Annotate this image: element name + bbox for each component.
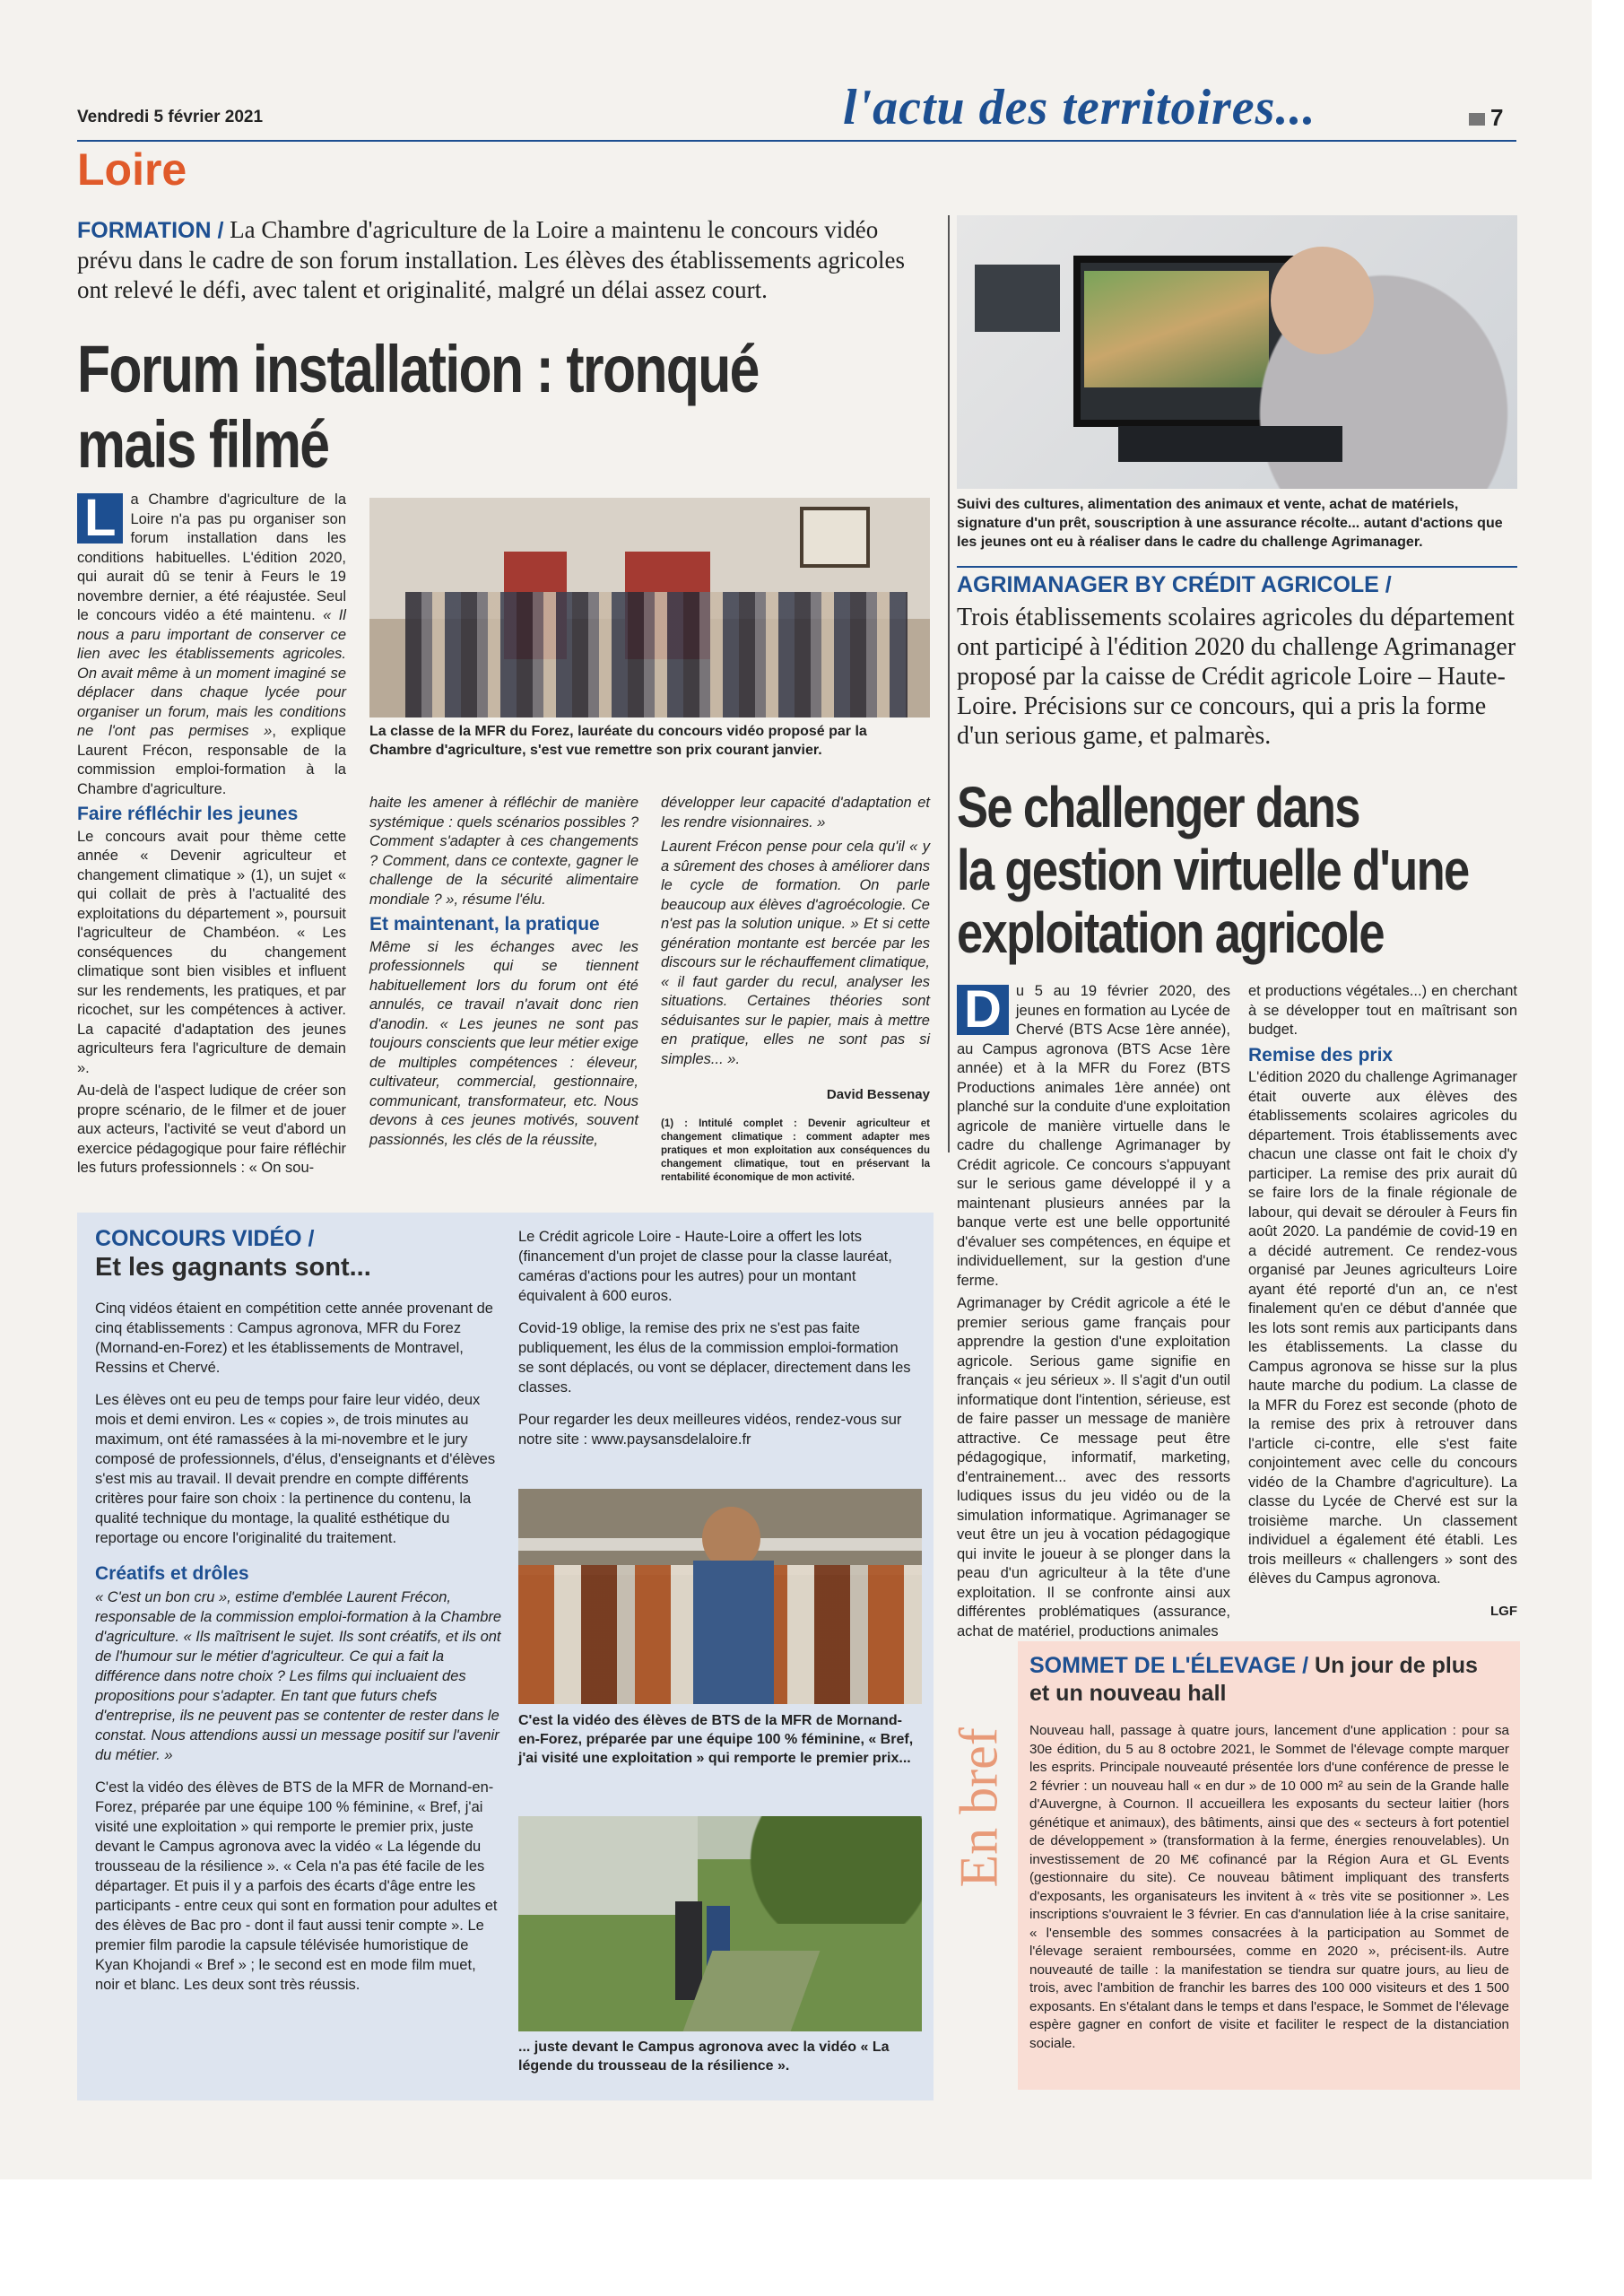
article2-deck: Trois établissements scolaires agricoles du département ont participé à l'édition 2020 du challenge Agrimanager proposé par la caisse de Crédit agricole Loire – Haute-Loire. Précisions sur ce concours, qui a pris la forme d'un serious game, et palmarès. (957, 604, 1516, 750)
concours-caption-2: ... juste devant le Campus agronova avec la vidéo « La légende du trousseau de la résilience ». (518, 2039, 890, 2074)
article2-subhead: Remise des prix (1248, 1044, 1394, 1065)
page-number: 7 (1469, 104, 1503, 132)
article1-subhead-1: Faire réfléchir les jeunes (77, 804, 299, 824)
article1-author: David Bessenay (826, 1087, 930, 1102)
article1-col1: L a Chambre d'agriculture de la Loire n'a pas pu organiser son forum installation dans les conditions habituelles. L'édition 2020, qui aurait dû se tenir à Feurs le 19 novembre dernier, a été réajustée. Seul le concours vidéo a été maintenu. « Il nous a paru important de conserver ce lien avec les établissements agricoles. On avait même à un moment imaginé se déplacer dans chaque lycée pour organiser un forum, mais les conditions ne l'ont pas permises », explique Laurent Frécon, responsable de la commission emploi-formation à la Chambre d'agriculture. Faire réfléchir les jeunes Le concours avait pour thème cette année « Devenir agriculteur et changement climatique » (1), un sujet « qui collait de près à l'actualité des exploitations du département », poursuit l'agriculteur de Chambéon. « Les conséquences du changement climatique sont bien visibles et influent sur les rendements, les pratiques, et par ricochet, sur les compétences à activer. La capacité d'adaptation des jeunes agriculteurs fera l'agriculture de demain ». Au-delà de l'aspect ludique de créer son propre scénario, de le filmer et de jouer aux acteurs, l'activité se veut d'abord un exercice pédagogique pour faire réfléchir les futurs professionnels : « On sou- (77, 489, 346, 1176)
article2-photo-caption: Suivi des cultures, alimentation des animaux et vente, achat de matériels, signature d'un prêt, souscription à une assurance récolte... autant d'actions que les jeunes ont eu à réaliser dans le cadre du challenge Agrimanager. (957, 497, 1503, 550)
article2-rule (957, 566, 1517, 568)
en-bref-label: En bref (949, 1727, 1009, 1888)
article1-kicker: FORMATION / (77, 218, 224, 243)
concours-caption-1: C'est la vidéo des élèves de BTS de la MFR de Mornand-en-Forez, préparée par une équipe 100 % féminine, « Bref, j'ai visité une exploitation » qui remporte le premier prix... (518, 1713, 914, 1766)
concours-subhead: Créatifs et drôles (95, 1563, 249, 1584)
article2-author: LGF (1490, 1603, 1517, 1619)
article2-col2: et productions végétales...) en cherchant à se développer tout en maîtrisant son budget. Remise des prix L'édition 2020 du challenge Agrimanager était ouverte aux élèves des établissements scolaires agricoles du département. Trois établissements avec chacun une classe ont fait le choix d'y participer. La remise des prix aurait dû se faire lors de la finale régionale de labour, qui devait se dérouler à Feurs fin août 2020. La pandémie de covid-19 en a décidé autrement. Ce rendez-vous organisé par Jeunes agriculteurs Loire ayant été reporté d'un an, ce n'est finalement qu'en ce début d'année que les lots sont remis aux participants dans les établissements. La classe du Campus agronova se hisse sur la plus haute marche du podium. La classe de la MFR du Forez est seconde (photo de la remise des prix à retrouver dans l'article ci-contre, elle s'est faite conjointement avec celle du concours vidéo de la Chambre d'agriculture). La classe du Lycée de Chervé est sur la troisième marche. Un classement individuel a également été établi. Les trois meilleurs « challengers » sont des élèves du Campus agronova. LGF (1248, 982, 1517, 1621)
concours-kicker: CONCOURS VIDÉO / (95, 1226, 315, 1251)
article1-photo-caption: La classe de la MFR du Forez, lauréate du concours vidéo proposé par la Chambre d'agriculture, s'est vue remettre son prix courant janvier. (369, 724, 867, 758)
article1-headline: Forum installation : tronqué mais filmé (77, 332, 759, 482)
article2-col1: D u 5 au 19 février 2020, des jeunes en formation au Lycée de Chervé (BTS Acse 1ère année), au Campus agronova (BTS Acse 1ère année) et à la MFR du Forez (BTS Productions animales 1ère année) ont planché sur la conduite d'une exploitation agricole de manière virtuelle dans le cadre du challenge Agrimanager by Crédit agricole. Ce concours s'appuyant sur le serious game développé il y a maintenant plusieurs années par la banque verte est une belle opportunité d'évaluer ses compétences, en équipe et individuellement, sur la gestion d'une ferme. Agrimanager by Crédit agricole a été le premier serious game français pour apprendre la gestion d'une exploitation agricole. Serious game signifie en français « jeu sérieux ». Il s'agit d'un outil informatique dont l'intention, sérieuse, est de faire passer un message de manière attractive. Ce message peut être pédagogique, informatif, marketing, d'entrainement... avec des ressorts ludiques issus du jeu vidéo ou de la simulation informatique. Agrimanager se veut être un jeu à vocation pédagogique qui invite le joueur à se plonger dans la peau d'un agriculteur à la tête d'une exploitation. Il se confronte ainsi aux différentes problématiques (assurance, achat de matériel, productions animales (957, 980, 1230, 1639)
article2-headline: Se challenger dans la gestion virtuelle d'une exploitation agricole (957, 775, 1469, 965)
header-rule (77, 140, 1516, 142)
computer-screen-photo (957, 215, 1517, 489)
article1-dropcap: L (77, 493, 123, 544)
concours-col1: Cinq vidéos étaient en compétition cette année provenant de cinq établissements : Campus agronova, MFR du Forez (Mornand-en-Forez) et les établissements de Montravel, Ressins et Chervé. Les élèves ont eu peu de temps pour faire leur vidéo, deux mois et demi environ. Les « copies », de trois minutes au maximum, ont été ramassées à la mi-novembre et le jury composé de professionnels, d'élus, d'enseignants et d'élèves s'est mis au travail. Il devait prendre en compte différents critères pour faire son choix : la pertinence du contenu, la qualité technique du montage, la qualité esthétique du reportage ou encore l'originalité du traitement. Créatifs et drôles « C'est un bon cru », estime d'emblée Laurent Frécon, responsable de la commission emploi-formation à la Chambre d'agriculture. « Ils maîtrisent le sujet. Ils sont créatifs, et ils ont de l'humour sur le métier d'agriculteur. Ce qui a fait la différence dans notre choix ? Les films qui incluaient des propositions pour s'adapter. En tant que futurs chefs d'entreprise, ils ne peuvent pas se contenter de rester dans le constat. Nous attendions aussi un message positif sur l'avenir du métier. » C'est la vidéo des élèves de BTS de la MFR de Mornand-en-Forez, préparée par une équipe 100 % féminine, « Bref, j'ai visité une exploitation » qui remporte le premier prix, juste devant le Campus agronova avec la vidéo « La légende du trousseau de la résilience ». « Cela n'a pas été facile de les départager. Et puis il y a parfois des écarts d'âge entre les participants - entre ceux qui sont en formation pour adultes et des élèves de Bac pro - dont il faut aussi tenir compte ». Le premier film parodie la capsule télévisée humoristique de Kyan Khojandi « Bref » ; le second est en mode film muet, noir et blanc. Les deux sont très réussis. (95, 1300, 502, 1993)
issue-date: Vendredi 5 février 2021 (77, 108, 264, 126)
column-divider (948, 215, 950, 1152)
article1-col3: développer leur capacité d'adaptation et les rendre visionnaires. » Laurent Frécon pense pour cela qu'il « y a sûrement des choses à améliorer dans le cycle de formation. On parle beaucoup aux élèves d'agroécologie. Ce n'est pas la solution unique. » Et si cette génération montante est bercée par les discours sur le réchauffement climatique, « il faut garder du recul, analyser les situations. Certaines théories sont séduisantes sur le papier, mais à mettre en pratique, elles ne sont pas si simples... ». David Bessenay (1) : Intitulé complet : Devenir agriculteur et changement climatique : comment adapter mes pratiques et mon exploitation aux conséquences du changement climatique, tout en préservant la rentabilité économique de mon activité. (661, 795, 930, 1183)
class-group-photo (369, 498, 930, 718)
article1-footnote: (1) : Intitulé complet : Devenir agriculteur et changement climatique : comment adapter mes pratiques et mon exploitation aux conséquences du changement climatique, tout en préservant la rentabilité économique de mon activité. (661, 1118, 930, 1183)
article1-deck: FORMATION / La Chambre d'agriculture de la Loire a maintenu le concours vidéo prévu dans le cadre de son forum installation. Les élèves des établissements agricoles ont relevé le défi, avec talent et originalité, malgré un délai assez court. (77, 216, 905, 303)
en-bref-label-area (949, 1659, 1009, 1892)
article2-kicker: AGRIMANAGER BY CRÉDIT AGRICOLE / (957, 572, 1392, 597)
article1-col2: haite les amener à réfléchir de manière systémique : quels scénarios possibles ? Comment s'adapter à ces changements ? Comment, dans ce contexte, gagner le challenge de la sécurité alimentaire mondiale ? », résume l'élu. Et maintenant, la pratique Même si les échanges avec les professionnels qui se tiennent habituellement lors du forum ont été annulés, ce travail n'avait donc rien d'anodin. « Les jeunes ne sont pas toujours conscients que leur métier exige de multiples compétences : éleveur, cultivateur, commercial, gestionnaire, communicant, transformateur, etc. Nous devons à ces jeunes motivés, souvent passionnés, les clés de la réussite, (369, 795, 638, 1148)
concours-title: Et les gagnants sont... (95, 1253, 371, 1282)
region-title: Loire (77, 144, 187, 195)
concours-col2: Le Crédit agricole Loire - Haute-Loire a offert les lots (financement d'un projet de classe pour la classe lauréat, caméras d'actions pour les autres) pour un montant équivalent à 600 euros. Covid-19 oblige, la remise des prix ne s'est pas faite publiquement, les élus de la commission emploi-formation se sont déplacés, ou vont se déplacer, directement dans les classes. Pour regarder les deux meilleures vidéos, rendez-vous sur notre site : www.paysansdelaloire.fr (518, 1229, 911, 1448)
cows-barn-photo (518, 1489, 922, 1704)
field-walk-photo (518, 1816, 922, 2031)
article2-dropcap: D (957, 985, 1009, 1035)
section-rubric: l'actu des territoires... (843, 80, 1316, 135)
square-marker-icon (1469, 113, 1485, 126)
sommet-body: Nouveau hall, passage à quatre jours, lancement d'une application : pour sa 30e édition, du 5 au 8 octobre 2021, le Sommet de l'élevage compte marquer les esprits. Principale nouveauté présentée lors d'une conférence de presse le 2 février : un nouveau hall « en dur » de 10 000 m² au sein de la Grande halle d'Auvergne, à Cournon. Il accueillera les exposants du secteur laitier (hors génétique et animaux), des bâtiments, ainsi que des « secteurs à fort potentiel de développement » (transformation à la ferme, énergies renouvelables). Un investissement de 20 M€ cofinancé par la Région Aura et GL Events (gestionnaire du site). Ce nouveau bâtiment impliquant des transferts d'exposants, les organisateurs les invitent à « très vite se positionner ». Les inscriptions s'ouvraient le 3 février. En cas d'annulation liée à la crise sanitaire, « l'ensemble des sommes consacrées à la participation au Sommet de l'élevage seraient remboursées, comme en 2020 », précisent-ils. Autre nouveauté de taille : la manifestation se tiendra sur quatre jours, au lieu de trois, avec l'ambition de franchir les barres des 100 000 visiteurs et des 1 500 exposants. En s'étalant dans le temps et dans l'espace, le Sommet de l'élevage espère gagner en confort de visite et faciliter le respect de la distanciation sociale. (1029, 1723, 1509, 2051)
article1-subhead-2: Et maintenant, la pratique (369, 914, 600, 935)
sommet-title: SOMMET DE L'ÉLEVAGE / Un jour de plus et un nouveau hall (1029, 1653, 1478, 1706)
